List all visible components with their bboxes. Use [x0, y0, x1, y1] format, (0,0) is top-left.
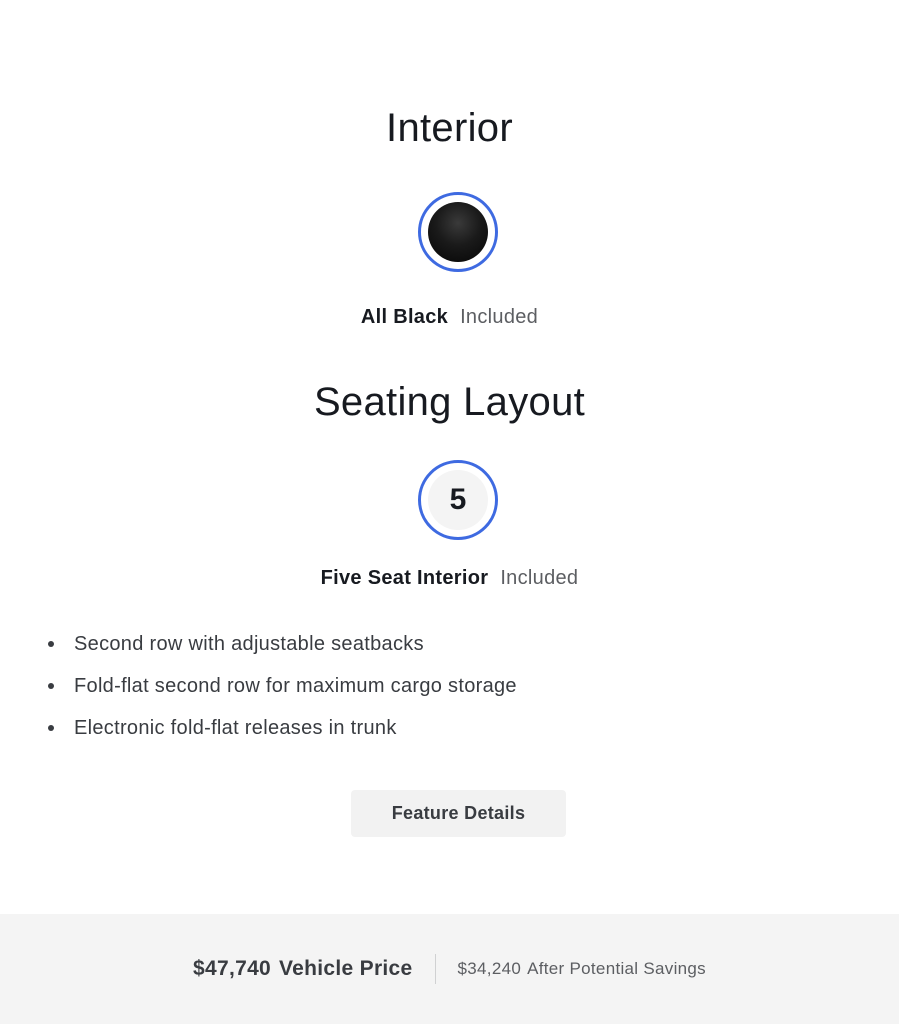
vehicle-price — [193, 957, 413, 981]
savings-price-label: After Potential Savings — [527, 959, 706, 978]
bullet-icon — [48, 641, 54, 647]
feature-text: Second row with adjustable seatbacks — [74, 633, 424, 655]
seating-option-label — [0, 567, 899, 590]
interior-swatch-all-black[interactable] — [418, 192, 498, 272]
seating-layout-title: Seating Layout — [313, 380, 586, 424]
seating-option-price: Included — [500, 567, 579, 589]
savings-price — [458, 959, 706, 979]
vehicle-price-label: Vehicle Price — [279, 957, 413, 980]
seating-option-name: Five Seat Interior — [320, 567, 489, 589]
all-black-swatch-icon — [428, 202, 488, 262]
bullet-icon — [48, 725, 54, 731]
vehicle-price-value: $47,740 — [193, 957, 272, 980]
seating-feature-list — [48, 630, 517, 756]
feature-item — [48, 672, 517, 714]
feature-details-button[interactable]: Feature Details — [351, 790, 566, 837]
feature-text: Electronic fold-flat releases in trunk — [74, 717, 397, 739]
feature-item — [48, 714, 517, 756]
interior-option-name: All Black — [360, 306, 449, 328]
feature-item — [48, 630, 517, 672]
seat-count-badge: 5 — [428, 470, 488, 530]
price-summary — [0, 914, 899, 1024]
savings-price-value: $34,240 — [457, 959, 522, 978]
interior-option-label — [0, 306, 899, 329]
interior-option-price: Included — [460, 306, 539, 328]
feature-text: Fold-flat second row for maximum cargo storage — [74, 675, 517, 697]
interior-title: Interior — [386, 106, 513, 150]
seating-option-five-seat[interactable] — [418, 460, 498, 540]
price-divider — [435, 954, 436, 984]
bullet-icon — [48, 683, 54, 689]
price-footer — [0, 914, 899, 1024]
